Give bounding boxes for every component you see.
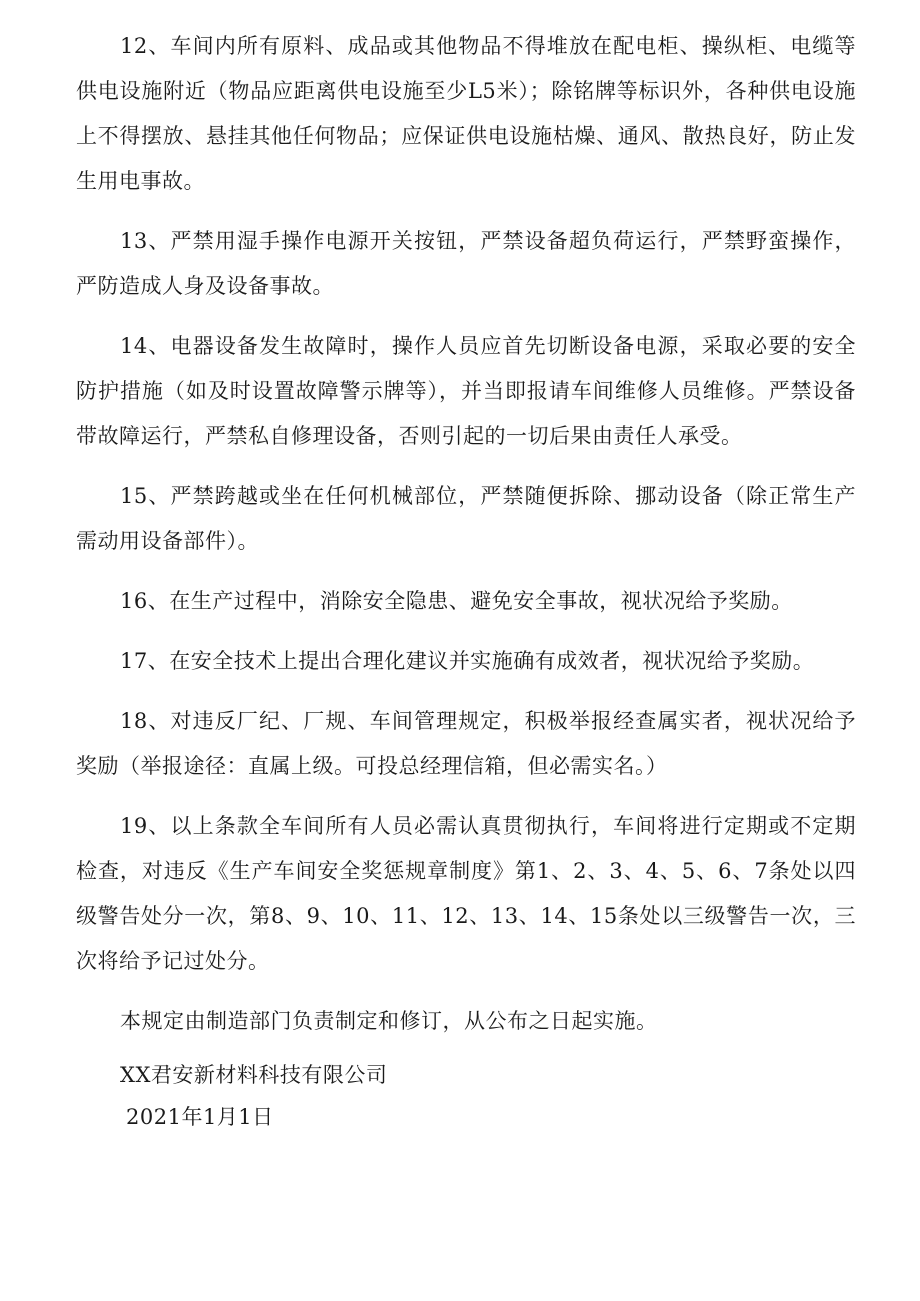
issue-date: 2021年1月1日 <box>126 1105 274 1129</box>
clause-16: 16、在生产过程中，消除安全隐患、避免安全事故，视状况给予奖励。 <box>120 589 793 613</box>
clause-14: 14、电器设备发生故障时，操作人员应首先切断设备电源，采取必要的安全防护措施（如及时设置故障警示牌等），并当即报请车间维修人员维修。严禁设备带故障运行，严禁私自修理设备，否则引起的一切后果由责任人承受。 <box>76 334 856 448</box>
clause-17: 17、在安全技术上提出合理化建议并实施确有成效者，视状况给予奖励。 <box>120 649 815 673</box>
company-name: XX君安新材料科技有限公司 <box>120 1063 388 1087</box>
clause-12: 12、车间内所有原料、成品或其他物品不得堆放在配电柜、操纵柜、电缆等供电设施附近（物品应距离供电设施至少L5米）；除铭牌等标识外，各种供电设施上不得摆放、悬挂其他任何物品；应保证供电设施枯燥、通风、散热良好，防止发生用电事故。 <box>76 34 856 193</box>
clause-15: 15、严禁跨越或坐在任何机械部位，严禁随便拆除、挪动设备（除正常生产需动用设备部件）。 <box>76 484 856 553</box>
clause-19: 19、以上条款全车间所有人员必需认真贯彻执行，车间将进行定期或不定期检查，对违反《生产车间安全奖惩规章制度》第1、2、3、4、5、6、7条处以四级警告处分一次，第8、9、10、11、12、13、14、15条处以三级警告一次，三次将给予记过处分。 <box>76 814 856 973</box>
regulation-clauses <box>76 24 856 1044</box>
signature-block <box>120 1054 387 1138</box>
closing-statement: 本规定由制造部门负责制定和修订，从公布之日起实施。 <box>120 1009 658 1033</box>
clause-13: 13、严禁用湿手操作电源开关按钮，严禁设备超负荷运行，严禁野蛮操作，严防造成人身及设备事故。 <box>76 229 856 298</box>
clause-18: 18、对违反厂纪、厂规、车间管理规定，积极举报经查属实者，视状况给予奖励（举报途径：直属上级。可投总经理信箱，但必需实名。） <box>76 709 856 778</box>
